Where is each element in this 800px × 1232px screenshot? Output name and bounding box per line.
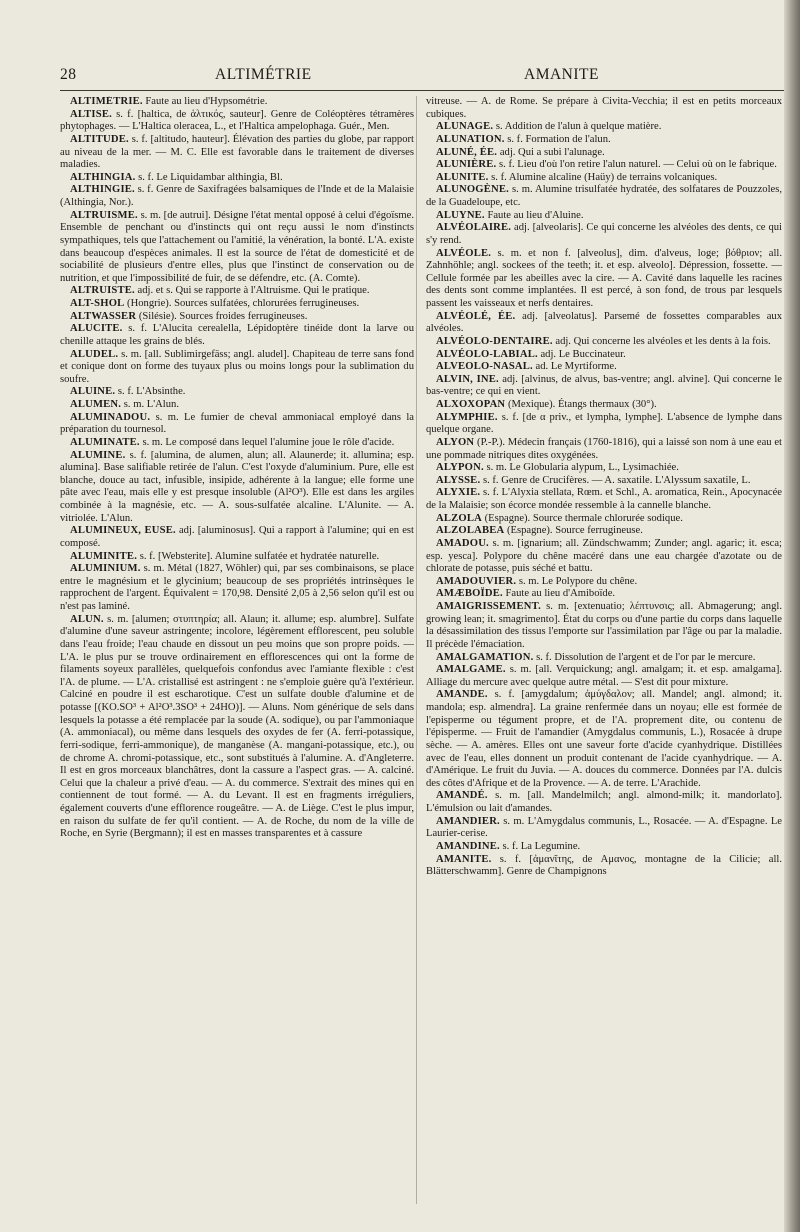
entry-headword: AMANDÉ. [436,790,488,802]
entry-definition: adj. [alveolatus]. Parsemé de fossettes comparables aux alvéoles. [426,310,782,335]
dictionary-entry [426,361,782,374]
dictionary-entry [426,412,782,437]
dictionary-entry [60,285,414,298]
dictionary-entry [60,298,414,311]
dictionary-entry [426,248,782,311]
entry-headword: AMALGAME. [436,664,506,676]
dictionary-entry [426,652,782,665]
entry-definition: s. f. [altitudo, hauteur]. Élévation des parties du globe, par rapport au niveau de la mer. — M. C. Elle est favorable dans le traitement de diverses maladies. [60,133,414,171]
entry-headword: ALUMINATE. [70,436,140,448]
entry-headword: ALUMINIUM. [70,563,141,575]
entry-headword: AMANDE. [436,689,488,701]
dictionary-entry [426,841,782,854]
entry-headword: ALYSSE. [436,474,481,486]
dictionary-entry [426,513,782,526]
entry-definition: (P.-P.). Médecin français (1760-1816), qui a laissé son nom à une eau et une pommade nitriques dites oxygénées. [426,436,782,461]
entry-headword: ALZOLA [436,512,482,524]
dictionary-entry [426,349,782,362]
entry-headword: ALUMINITE. [70,550,138,562]
dictionary-entry [60,563,414,614]
dictionary-entry [426,601,782,652]
entry-definition: s. f. L'Alucita cerealella, Lépidoptère tinéide dont la larve ou chenille attaque les grains de blés. [60,323,414,347]
entry-headword: ALTHINGIE. [70,184,135,196]
entry-definition: s. m. [de autrui]. Désigne l'état mental opposé à celui d'égoïsme. Ensemble de penchant ou d'instincts qui ont reçu aussi le nom d'instincts sympathiques, tels que l'attachement ou l'amitié, la vénération, la bonté. L'A. existe dans beaucoup d'espèces animales. Il est la source de l'état de domesticité et de sociabilité de plusieurs d'entre elles, plus que l'instinct de conservation ou de nutrition, et que l'impossibilité de fuir, de se défendre, etc. (A. Comte). [60,209,414,284]
dictionary-entry [426,96,782,121]
dictionary-entry [426,437,782,462]
dictionary-entry [426,790,782,815]
entry-headword: ALVÉOLE. [436,247,492,259]
dictionary-entry [60,525,414,550]
entry-definition: Faute au lieu d'Aluine. [484,209,584,221]
entry-definition: ad. Le Myrtiforme. [532,361,617,373]
right-column [426,96,782,1206]
entry-definition: (Mexique). Étangs thermaux (30°). [505,399,657,410]
entry-definition: s. f. Genre de Crucifères. — A. saxatile. L'Alyssum saxatile, L. [480,474,751,486]
entry-headword: ALYPON. [436,462,484,474]
entry-definition: adj. Qui concerne les alvéoles et les dents à la fois. [552,335,771,347]
entry-headword: ALUMEN. [70,399,122,410]
dictionary-entry [60,386,414,399]
right-running-title: AMANITE [524,66,599,83]
entry-headword: ALVEOLO-NASAL. [436,361,533,373]
entry-definition: s. f. [ἀμανῖτης, de Αμανος, montagne de la Cilicie; all. Blätterschwamm]. Genre de Champignons [426,853,782,878]
dictionary-entry [426,311,782,336]
entry-headword: ALUNAGE. [436,121,494,133]
entry-headword: AMADOU. [436,537,489,549]
entry-headword: ALUNIÈRE. [436,159,497,171]
dictionary-entry [60,450,414,526]
entry-definition: (Silésie). Sources froides ferrugineuses. [136,310,308,322]
entry-headword: ALUINE. [70,386,116,398]
entry-headword: ALTRUISTE. [70,285,135,297]
entry-definition: adj. [alveolaris]. Ce qui concerne les alvéoles des dents, ce qui s'y rend. [426,222,782,246]
entry-definition: s. f. [Websterite]. Alumine sulfatée et hydratée naturelle. [137,550,380,562]
dictionary-entry [426,210,782,223]
entry-definition: s. m. Métal (1827, Wöhler) qui, par ses combinaisons, se place entre le magnésium et le glycinium; beaucoup de ses propriétés intrinsèques le rapprochent de l'argent. Équivalent = 170,98. Densité 2,05 à 2,56 selon qu'il est ou n'est pas laminé. [60,563,414,612]
entry-definition: Faute au lieu d'Hypsométrie. [142,96,268,107]
entry-definition: s. m. [alumen; στυπτηρία; all. Alaun; it. allume; esp. alumbre]. Sulfate d'alumine d'une saveur astringente; incolore, légèrement efflorescent, peu soluble dans l'eau froide; l'eau chaude en dissout un peu moins que son propre poids. — L'A. le plus pur se trouve ordinairement en efflorescences qui ont la forme de filaments soyeux parallèles, quelquefois confondus avec l'amiante flexible : c'est l'A. de plume. — L'A. cristallisé est astringent : ne s'emploie guère qu'à l'extérieur. Calciné en poudre il est escharotique. C'est un sulfate double d'alumine et de potasse [(KO.SO³ + Al²O³.3SO³ + 24HO)]. — Aluns. Nom générique de sels dans lesquels la potasse a été remplacée par la soude (A. sodique), ou par l'ammoniaque (A. ammoniacal), ou même dans lesquels des oxydes de fer (A. ferri-potassique, ferri-sodique, ferri-ammonique), de manganèse (A. mangani-potassique, etc.), ou de chrome A. chromi-potassique, etc., sont substitués à l'alumine. A. d'Angleterre. Il est en gros morceaux blanchâtres, dont la cassure a l'aspect gras. — A. calciné. Celui que la chaleur a privé d'eau. — A. du commerce. S'extrait des mines qui en contiennent de tout formé. — A. du Levant. Il est en fragments irréguliers, également couverts d'une efflorence rougeâtre. — A. de Liège. C'est le plus impur, en raison du sulfate de fer qu'il contient. — A. de Roche, du nom de la ville de Roche, en Syrie (Bergmann); il est en masses transparentes et à cassure [60,613,414,840]
dictionary-entry [60,311,414,324]
entry-headword: ALUMINEUX, EUSE. [70,525,176,537]
entry-headword: AMANITE. [436,853,492,865]
dictionary-entry [426,172,782,185]
entry-headword: ALTHINGIA. [70,171,136,183]
dictionary-entry [426,475,782,488]
entry-headword: AMANDINE. [436,840,500,852]
dictionary-entry [426,121,782,134]
dictionary-entry [426,854,782,879]
dictionary-entry [426,525,782,538]
entry-headword: AMÆBOÏDE. [436,588,503,600]
entry-headword: ALUMINADOU. [70,411,151,423]
dictionary-entry [60,210,414,286]
entry-headword: ALZOLABEA [436,525,505,537]
entry-definition: s. m. Le fumier de cheval ammoniacal employé dans la préparation du tournesol. [60,411,414,436]
entry-definition: s. f. [haltica, de ἁλτικός, sauteur]. Genre de Coléoptères tétramères phytophages. — L'Haltica oleracea, L., et l'Haltica ampelophaga. Guér., Men. [60,108,414,133]
dictionary-entry [60,96,414,109]
entry-definition: s. f. La Legumine. [499,840,581,852]
entry-definition: (Hongrie). Sources sulfatées, chlorurées ferrugineuses. [124,298,360,309]
dictionary-entry [60,551,414,564]
entry-definition: adj. et s. Qui se rapporte à l'Altruisme. Qui le pratique. [134,285,370,297]
entry-headword: ALTRUISME. [70,209,138,221]
header-rule [60,90,784,91]
entry-definition: s. f. Alumine alcaline (Haüy) de terrains volcaniques. [488,171,718,183]
dictionary-entry [426,374,782,399]
entry-headword: ALUMINE. [70,449,126,461]
dictionary-entry [60,134,414,172]
dictionary-entry [426,147,782,160]
dictionary-entry [60,323,414,348]
entry-definition: adj. [aluminosus]. Qui a rapport à l'alumine; qui en est composé. [60,525,414,549]
dictionary-entry [426,689,782,790]
dictionary-entry [60,172,414,185]
entry-headword: ALVÉOLO-DENTAIRE. [436,335,553,347]
entry-definition: Faute au lieu d'Amiboïde. [502,588,616,600]
entry-definition: adj. Qui a subi l'alunage. [497,146,605,158]
dictionary-entry [426,159,782,172]
entry-definition: s. m. Le Globularia alypum, L., Lysimachiée. [483,462,679,474]
entry-headword: ALUDEL. [70,348,119,360]
entry-definition: s. m. L'Alun. [121,399,179,410]
entry-definition: s. m. Le Polypore du chêne. [516,575,638,587]
entry-definition: s. f. Le Liquidambar althingia, Bl. [135,171,283,183]
entry-definition: s. f. [alumina, de alumen, alun; all. Alaunerde; it. allumina; esp. alumina]. Base salifiable retirée de l'alun. C'est l'oxyde d'aluminium. Pure, elle est blanche, douce au tact, infusible, insipide, adhérente à la langue; elle forme une pâte avec l'eau, mais elle y est presque insoluble (Al²O³). Elle est dans les argiles combinée à la magnésie, etc. — A. sous-sulfatée alcaline. L'Alunite. — A. vitriolée. L'Alun. [60,449,414,524]
entry-headword: ALTITUDE. [70,133,129,145]
page-edge [784,0,800,1232]
entry-headword: ALYON [436,436,475,448]
entry-headword: ALYXIE. [436,487,481,499]
dictionary-entry [60,109,414,134]
entry-headword: ALUYNE. [436,209,485,221]
entry-definition: (Espagne). Source ferrugineuse. [504,525,643,537]
entry-headword: AMALGAMATION. [436,651,534,663]
entry-definition: s. f. Dissolution de l'argent et de l'or par le mercure. [533,651,756,663]
entry-definition: s. f. Lieu d'où l'on retire l'alun naturel. — Celui où on le fabrique. [496,159,777,171]
left-column [60,96,414,1206]
entry-headword: ALXOXOPAN [436,399,506,410]
entry-headword: AMAIGRISSEMENT. [436,601,541,612]
entry-headword: ALYMPHIE. [436,411,498,423]
dictionary-entry [60,614,414,841]
dictionary-entry [426,462,782,475]
entry-headword: AMANDIER. [436,815,500,827]
entry-definition: s. f. Genre de Saxifragées balsamiques de l'Inde et de la Malaisie (Althingia, Nor.). [60,184,414,208]
entry-headword: ALTISE. [70,108,112,120]
dictionary-entry [60,399,414,412]
dictionary-entry [60,412,414,437]
entry-definition: s. m. [ignarium; all. Zündschwamm; Zunder; angl. agaric; it. esca; esp. yesca]. Polypore du chêne macéré dans une eau chargée d'azotate ou de chlorate de potasse, puis séché et battu. [426,537,782,575]
entry-definition: s. f. L'Absinthe. [115,386,186,398]
entry-headword: ALUNÉ, ÉE. [436,146,498,158]
entry-headword: AMADOUVIER. [436,575,517,587]
dictionary-entry [426,399,782,412]
entry-definition: s. f. L'Alyxia stellata, Rœm. et Schl., A. aromatica, Rein., Apocynacée de la Malaisie; son écorce mondée ressemble à la cannelle blanche. [426,487,782,511]
dictionary-entry [426,184,782,209]
entry-headword: ALUN. [70,613,104,625]
entry-headword: ALVIN, INE. [436,373,499,385]
dictionary-entry [426,576,782,589]
dictionary-entry [426,664,782,689]
column-divider [416,96,417,1204]
dictionary-entry [426,487,782,512]
entry-headword: ALUCITE. [70,323,123,335]
entry-definition: adj. [alvinus, de alvus, bas-ventre; angl. alvine]. Qui concerne le bas-ventre; ce qui en vient. [426,373,782,398]
entry-definition: s. m. L'Amygdalus communis, L., Rosacée. — A. d'Espagne. Le Laurier-cerise. [426,815,782,840]
entry-headword: ALVÉOLO-LABIAL. [436,348,538,360]
entry-definition: s. f. [amygdalum; ἀμύγδαλον; all. Mandel; angl. almond; it. mandola; esp. almendra]. La graine renfermée dans un noyau; elle est formée de l'episperme ou tégument propre, et de l'A. proprement dite, ou contenu de l'épisperme. — Fruit de l'amandier (Amygdalus communis, L.), Rosacée à drupe sèche. — A. amères. Elles ont une saveur forte d'acide cyanhydrique. Distillées avec de l'eau, elles donnent un produit contenant de l'acide cyanhydrique. — A. d'Amérique. Le fruit du Juvia. — A. douces du commerce. Données par l'A. dulcis des côtes d'Afrique et de la Provence. — A. de terre. L'Arachide. [426,689,782,789]
page-number: 28 [60,66,77,83]
entry-headword: ALUNITE. [436,171,489,183]
entry-headword: ALT-SHOL [70,298,125,309]
dictionary-entry [426,816,782,841]
entry-definition: s. m. et non f. [alveolus], dim. d'alveus, loge; βόθριον; all. Zahnhöhle; angl. sockees of the teeth; it. et esp. alveolo]. Dépression, fossette. — Cellule formée par les abeilles avec la cire. — A. Cavité dans laquelle les racines des dents sont comme implantées. Il est percé, à son fond, de trous par lesquels passent les vaisseaux et nerfs dentaires. [426,247,782,309]
entry-definition: s. m. Le composé dans lequel l'alumine joue le rôle d'acide. [139,436,395,448]
entry-definition: s. Addition de l'alun à quelque matière. [493,121,662,133]
entry-definition: (Espagne). Source thermale chlorurée sodique. [481,512,683,524]
entry-headword: ALVÉOLAIRE. [436,222,512,234]
entry-definition: vitreuse. — A. de Rome. Se prépare à Civita-Vecchia; il est en petits morceaux cubiques. [426,96,782,120]
dictionary-entry [426,134,782,147]
dictionary-entry [60,349,414,387]
dictionary-entry [426,588,782,601]
left-running-title: ALTIMÉTRIE [215,66,312,83]
entry-definition: s. f. Formation de l'alun. [504,133,611,145]
entry-definition: adj. Le Buccinateur. [537,348,626,360]
dictionary-entry [60,184,414,209]
dictionary-entry [426,538,782,576]
dictionary-entry [60,437,414,450]
entry-headword: ALTWASSER [70,310,137,322]
dictionary-entry [426,336,782,349]
entry-definition: s. m. [all. Sublimirgefäss; angl. aludel]. Chapiteau de terre sans fond et conique dont on forme des tuyaux plus ou moins longs pour la sublimation du soufre. [60,348,414,385]
entry-definition: s. m. [all. Verquickung; angl. amalgam; it. et esp. amalgama]. Alliage du mercure avec quelque autre métal. — S'est dit pour mixture. [426,664,782,688]
entry-definition: s. m. Alumine trisulfatée hydratée, des solfatares de Pouzzoles, de la Guadeloupe, etc. [426,184,782,208]
entry-headword: ALUNATION. [436,133,505,145]
entry-headword: ALVÉOLÉ, ÉE. [436,310,516,322]
entry-headword: ALUNOGÈNE. [436,184,509,196]
entry-headword: ALTIMÉTRIE. [70,96,143,107]
dictionary-entry [426,222,782,247]
entry-definition: s. m. [all. Mandelmilch; angl. almond-milk; it. mandorlato]. L'émulsion ou lait d'amandes. [426,790,782,814]
entry-definition: s. m. [extenuatio; λέπτυνσις; all. Abmagerung; angl. growing lean; it. smagrimento]. État du corps ou d'une partie du corps dans laquelle la désassimilation des tissus l'emporte sur l'assimilation par l'âge ou par la maladie. Il précède l'émaciation. [426,601,782,650]
entry-definition: s. f. [de α priv., et lympha, lymphe]. L'absence de lymphe dans quelque organe. [426,411,782,436]
